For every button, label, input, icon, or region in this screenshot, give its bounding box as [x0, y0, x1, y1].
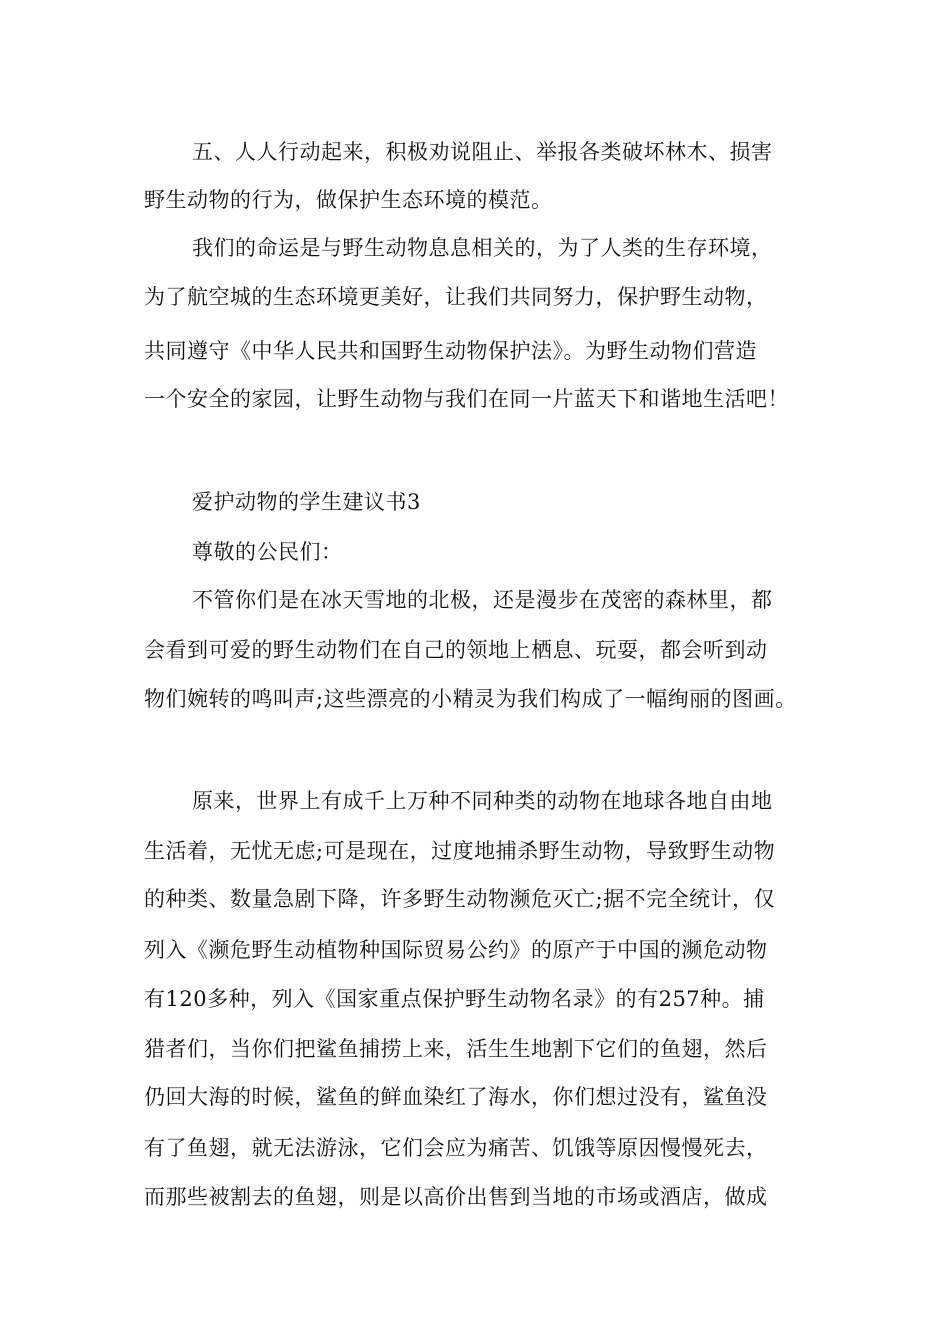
text-line: 五、人人行动起来，积极劝说阻止、举报各类破坏林木、损害	[192, 140, 773, 164]
text-line: 野生动物的行为，做保护生态环境的模范。	[144, 188, 553, 212]
text-line: 猎者们，当你们把鲨鱼捕捞上来，活生生地割下它们的鱼翅，然后	[144, 1037, 768, 1061]
text-line: 仍回大海的时候，鲨鱼的鲜血染红了海水，你们想过没有，鲨鱼没	[144, 1085, 768, 1109]
text-line: 共同遵守《中华人民共和国野生动物保护法》。为野生动物们营造	[144, 339, 757, 363]
text-line: 列入《濒危野生动植物种国际贸易公约》的原产于中国的濒危动物	[144, 938, 768, 962]
text-line: 有120多种，列入《国家重点保护野生动物名录》的有257种。捕	[144, 987, 765, 1011]
text-line: 原来，世界上有成千上万种不同种类的动物在地球各地自由地	[192, 789, 773, 813]
text-line: 而那些被割去的鱼翅，则是以高价出售到当地的市场或酒店，做成	[144, 1185, 768, 1209]
text-line: 不管你们是在冰天雪地的北极，还是漫步在茂密的森林里，都	[192, 588, 773, 612]
text-line: 为了航空城的生态环境更美好，让我们共同努力，保护野生动物，	[144, 285, 768, 309]
text-line: 会看到可爱的野生动物们在自己的领地上栖息、玩耍，都会听到动	[144, 638, 768, 662]
text-line: 生活着，无忧无虑;可是现在，过度地捕杀野生动物，导致野生动物	[144, 839, 776, 863]
section-heading: 爱护动物的学生建议书3	[192, 490, 421, 514]
text-line: 一个安全的家园，让野生动物与我们在同一片蓝天下和谐地生活吧！	[144, 387, 789, 411]
text-line: 物们婉转的鸣叫声;这些漂亮的小精灵为我们构成了一幅绚丽的图画。	[144, 687, 797, 711]
text-line: 我们的命运是与野生动物息息相关的，为了人类的生存环境，	[192, 236, 773, 260]
text-line: 有了鱼翅，就无法游泳，它们会应为痛苦、饥饿等原因慢慢死去，	[144, 1136, 768, 1160]
text-line: 的种类、数量急剧下降，许多野生动物濒危灭亡;据不完全统计，仅	[144, 887, 776, 911]
salutation: 尊敬的公民们：	[192, 540, 343, 564]
